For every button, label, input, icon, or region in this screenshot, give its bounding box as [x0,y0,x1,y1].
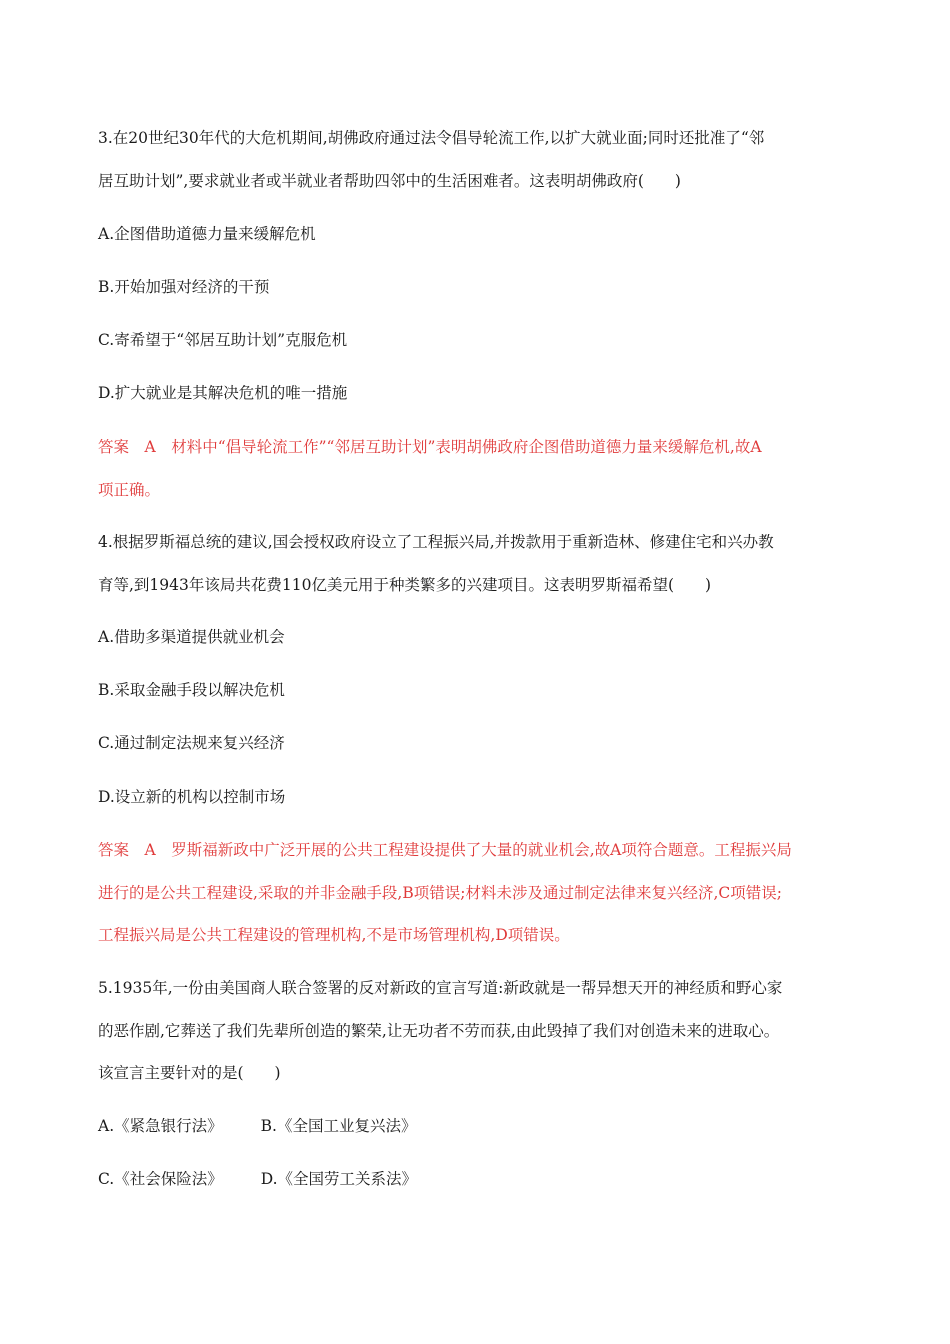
q5-options-row-1 [98,1115,416,1137]
q5-stem-line-3: 该宣言主要针对的是( ) [98,1064,281,1082]
q5-stem-line-1: 5.1935年,一份由美国商人联合签署的反对新政的宣言写道:新政就是一帮异想天开的神经质和野心家 [98,979,783,997]
q4-option-a: A.借助多渠道提供就业机会 [98,628,285,646]
q3-option-c: C.寄希望于“邻居互助计划”克服危机 [98,331,348,349]
q5-option-c: C.《社会保险法》 [98,1170,223,1188]
q4-answer-line-3: 工程振兴局是公共工程建设的管理机构,不是市场管理机构,D项错误。 [98,926,570,944]
q4-option-d: D.设立新的机构以控制市场 [98,788,286,806]
q3-stem-line-1: 3.在20世纪30年代的大危机期间,胡佛政府通过法令倡导轮流工作,以扩大就业面;同时还批准了“邻 [98,129,765,147]
q4-stem-line-1: 4.根据罗斯福总统的建议,国会授权政府设立了工程振兴局,并拨款用于重新造林、修建住宅和兴办教 [98,533,774,551]
q5-stem-line-2: 的恶作剧,它葬送了我们先辈所创造的繁荣,让无功者不劳而获,由此毁掉了我们对创造未来的进取心。 [98,1022,780,1040]
q4-stem-line-2: 育等,到1943年该局共花费110亿美元用于种类繁多的兴建项目。这表明罗斯福希望( ) [98,576,712,594]
q4-option-c: C.通过制定法规来复兴经济 [98,734,285,752]
q4-answer-line-2: 进行的是公共工程建设,采取的并非金融手段,B项错误;材料未涉及通过制定法律来复兴经济,C项错误; [98,884,782,902]
q3-answer-line-1: 答案 A 材料中“倡导轮流工作”“邻居互助计划”表明胡佛政府企图借助道德力量来缓解危机,故A [98,438,762,456]
q4-answer-line-1: 答案 A 罗斯福新政中广泛开展的公共工程建设提供了大量的就业机会,故A项符合题意。工程振兴局 [98,841,792,859]
q4-option-b: B.采取金融手段以解决危机 [98,681,285,699]
q5-option-a: A.《紧急银行法》 [98,1117,223,1135]
q5-option-b: B.《全国工业复兴法》 [260,1117,417,1135]
q5-options-row-2 [98,1168,417,1190]
q3-stem-line-2: 居互助计划”,要求就业者或半就业者帮助四邻中的生活困难者。这表明胡佛政府( ) [98,172,681,190]
q3-option-d: D.扩大就业是其解决危机的唯一措施 [98,384,348,402]
q3-option-b: B.开始加强对经济的干预 [98,278,270,296]
q3-option-a: A.企图借助道德力量来缓解危机 [98,225,316,243]
q3-answer-line-2: 项正确。 [98,481,161,499]
q5-option-d: D.《全国劳工关系法》 [260,1170,418,1188]
